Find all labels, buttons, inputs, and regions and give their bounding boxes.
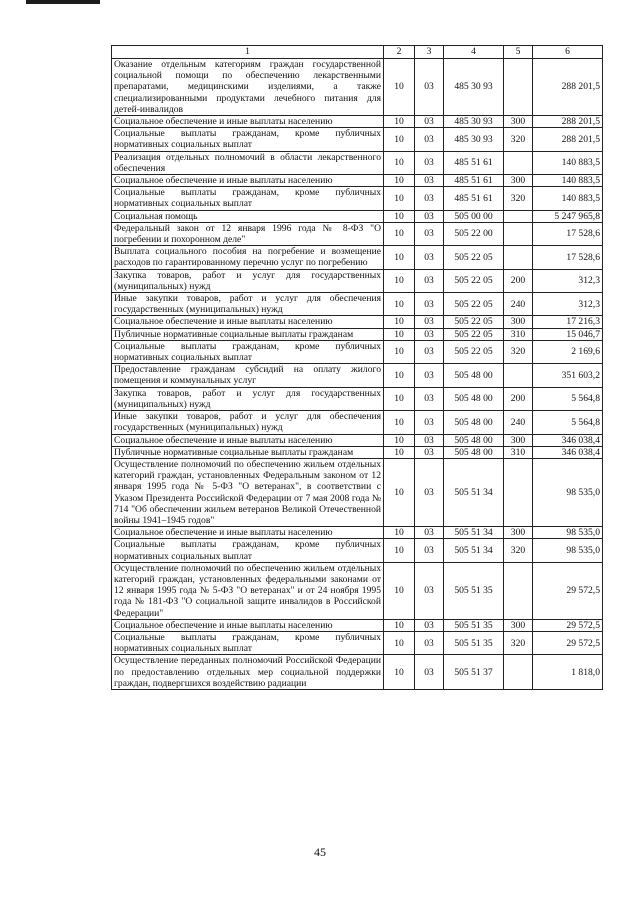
row-subsection: 03 [415,328,444,340]
row-target-code: 505 51 34 [444,458,504,526]
row-target-code: 505 51 37 [444,655,504,690]
row-subsection: 03 [415,619,444,631]
row-expense-type [504,59,533,116]
row-subsection: 03 [415,458,444,526]
row-section: 10 [384,175,415,187]
table-row [112,116,603,128]
row-expense-type [504,246,533,269]
table-row [112,269,603,292]
row-expense-type [504,210,533,222]
page-number: 45 [314,845,326,859]
row-target-code: 485 30 93 [444,116,504,128]
row-section: 10 [384,316,415,328]
row-name: Реализация отдельных полномочий в области лекарственного обеспечения [112,151,384,174]
row-expense-type: 320 [504,631,533,654]
row-section: 10 [384,387,415,410]
row-name: Социальные выплаты гражданам, кроме публичных нормативных социальных выплат [112,631,384,654]
row-section: 10 [384,128,415,151]
row-section: 10 [384,619,415,631]
row-amount: 288 201,5 [533,128,603,151]
row-subsection: 03 [415,175,444,187]
row-name: Закупка товаров, работ и услуг для государственных (муниципальных) нужд [112,269,384,292]
row-name: Федеральный закон от 12 января 1996 года № 8-ФЗ "О погребении и похоронном деле" [112,222,384,245]
row-target-code: 505 51 34 [444,539,504,562]
row-target-code: 505 51 35 [444,619,504,631]
row-expense-type: 200 [504,269,533,292]
row-target-code: 505 51 35 [444,631,504,654]
table-row [112,59,603,116]
row-section: 10 [384,411,415,434]
row-name: Предоставление гражданам субсидий на оплату жилого помещения и коммунальных услуг [112,364,384,387]
row-expense-type [504,655,533,690]
table-row [112,434,603,446]
row-subsection: 03 [415,269,444,292]
row-name: Социальные выплаты гражданам, кроме публичных нормативных социальных выплат [112,187,384,210]
row-amount: 5 247 965,8 [533,210,603,222]
row-subsection: 03 [415,222,444,245]
row-amount: 351 603,2 [533,364,603,387]
row-expense-type: 300 [504,316,533,328]
row-section: 10 [384,527,415,539]
table-row [112,411,603,434]
row-target-code: 505 22 05 [444,340,504,363]
table-row [112,128,603,151]
row-expense-type: 310 [504,328,533,340]
row-name: Социальные выплаты гражданам, кроме публичных нормативных социальных выплат [112,539,384,562]
row-section: 10 [384,293,415,316]
row-expense-type [504,364,533,387]
header-col-5: 5 [504,46,533,59]
row-subsection: 03 [415,387,444,410]
row-name: Иные закупки товаров, работ и услуг для обеспечения государственных (муниципальных) нужд [112,411,384,434]
row-expense-type: 320 [504,187,533,210]
row-amount: 17 528,6 [533,222,603,245]
table-header-row [112,46,603,59]
top-scan-rule [26,0,100,4]
row-amount: 29 572,5 [533,562,603,619]
table-row [112,539,603,562]
table-row [112,562,603,619]
row-section: 10 [384,222,415,245]
row-name: Публичные нормативные социальные выплаты гражданам [112,446,384,458]
row-target-code: 485 51 61 [444,151,504,174]
table-row [112,293,603,316]
row-amount: 312,3 [533,293,603,316]
row-section: 10 [384,655,415,690]
row-amount: 288 201,5 [533,59,603,116]
table-row [112,631,603,654]
header-col-3: 3 [415,46,444,59]
row-subsection: 03 [415,316,444,328]
row-expense-type: 320 [504,340,533,363]
table-row [112,328,603,340]
row-amount: 5 564,8 [533,387,603,410]
row-subsection: 03 [415,655,444,690]
row-subsection: 03 [415,293,444,316]
table-row [112,246,603,269]
header-col-4: 4 [444,46,504,59]
row-name: Выплата социального пособия на погребение и возмещение расходов по гарантированному перечню услуг по погребению [112,246,384,269]
row-expense-type [504,562,533,619]
table-row [112,446,603,458]
row-name: Социальное обеспечение и иные выплаты населению [112,527,384,539]
row-amount: 288 201,5 [533,116,603,128]
row-section: 10 [384,328,415,340]
row-amount: 140 883,5 [533,151,603,174]
row-subsection: 03 [415,128,444,151]
row-subsection: 03 [415,527,444,539]
row-section: 10 [384,340,415,363]
table-row [112,340,603,363]
row-target-code: 505 22 05 [444,328,504,340]
row-name: Социальное обеспечение и иные выплаты населению [112,316,384,328]
table-row [112,316,603,328]
row-subsection: 03 [415,631,444,654]
row-name: Социальные выплаты гражданам, кроме публичных нормативных социальных выплат [112,128,384,151]
row-subsection: 03 [415,116,444,128]
row-subsection: 03 [415,364,444,387]
row-name: Иные закупки товаров, работ и услуг для обеспечения государственных (муниципальных) нужд [112,293,384,316]
row-name: Социальная помощь [112,210,384,222]
table-row [112,619,603,631]
row-expense-type: 300 [504,434,533,446]
row-amount: 312,3 [533,269,603,292]
row-expense-type [504,151,533,174]
table-row [112,210,603,222]
row-amount: 17 528,6 [533,246,603,269]
row-name: Социальные выплаты гражданам, кроме публичных нормативных социальных выплат [112,340,384,363]
row-section: 10 [384,151,415,174]
header-col-6: 6 [533,46,603,59]
row-subsection: 03 [415,446,444,458]
row-target-code: 505 48 00 [444,434,504,446]
row-subsection: 03 [415,59,444,116]
row-amount: 98 535,0 [533,539,603,562]
table-row [112,222,603,245]
row-target-code: 485 30 93 [444,128,504,151]
row-amount: 140 883,5 [533,175,603,187]
row-target-code: 505 00 00 [444,210,504,222]
table-row [112,527,603,539]
row-amount: 346 038,4 [533,446,603,458]
row-subsection: 03 [415,562,444,619]
row-target-code: 485 30 93 [444,59,504,116]
row-subsection: 03 [415,151,444,174]
row-amount: 29 572,5 [533,631,603,654]
header-col-2: 2 [384,46,415,59]
row-target-code: 485 51 61 [444,175,504,187]
table-row [112,187,603,210]
table-row [112,387,603,410]
row-amount: 2 169,6 [533,340,603,363]
row-section: 10 [384,446,415,458]
table-row [112,175,603,187]
row-name: Социальное обеспечение и иные выплаты населению [112,619,384,631]
row-target-code: 505 22 05 [444,269,504,292]
table-row [112,364,603,387]
table-row [112,458,603,526]
table-body [112,59,603,690]
row-section: 10 [384,187,415,210]
row-name: Осуществление переданных полномочий Российской Федерации по предоставлению отдельных мер социальной поддержки граждан, подвергшихся воздействию радиации [112,655,384,690]
row-expense-type: 240 [504,293,533,316]
budget-table [111,45,603,690]
row-target-code: 505 22 05 [444,293,504,316]
row-section: 10 [384,631,415,654]
row-amount: 346 038,4 [533,434,603,446]
header-col-1: 1 [112,46,384,59]
table-row [112,655,603,690]
row-expense-type: 240 [504,411,533,434]
row-subsection: 03 [415,246,444,269]
row-subsection: 03 [415,340,444,363]
row-subsection: 03 [415,210,444,222]
table-row [112,151,603,174]
row-amount: 15 046,7 [533,328,603,340]
row-name: Социальное обеспечение и иные выплаты населению [112,175,384,187]
row-section: 10 [384,269,415,292]
row-amount: 5 564,8 [533,411,603,434]
row-expense-type [504,458,533,526]
row-target-code: 505 22 05 [444,316,504,328]
row-target-code: 485 51 61 [444,187,504,210]
row-name: Закупка товаров, работ и услуг для государственных (муниципальных) нужд [112,387,384,410]
row-name: Социальное обеспечение и иные выплаты населению [112,434,384,446]
row-subsection: 03 [415,539,444,562]
row-section: 10 [384,539,415,562]
row-section: 10 [384,246,415,269]
row-target-code: 505 22 00 [444,222,504,245]
row-expense-type: 300 [504,527,533,539]
row-target-code: 505 51 35 [444,562,504,619]
row-amount: 17 216,3 [533,316,603,328]
row-section: 10 [384,210,415,222]
row-section: 10 [384,116,415,128]
row-expense-type: 300 [504,175,533,187]
row-expense-type: 310 [504,446,533,458]
row-expense-type: 320 [504,128,533,151]
row-amount: 98 535,0 [533,527,603,539]
row-target-code: 505 51 34 [444,527,504,539]
row-amount: 29 572,5 [533,619,603,631]
row-name: Публичные нормативные социальные выплаты гражданам [112,328,384,340]
row-section: 10 [384,458,415,526]
row-name: Осуществление полномочий по обеспечению жильем отдельных категорий граждан, установленных Федеральным законом от 12 января 1995 года № 5-ФЗ "О ветеранах", в соответствии с Указом Президента Российской Федерации от 7 мая 2008 года № 714 "Об обеспечении жильем ветеранов Великой Отечественной войны 1941–1945 годов" [112,458,384,526]
row-amount: 140 883,5 [533,187,603,210]
row-subsection: 03 [415,187,444,210]
row-expense-type: 320 [504,539,533,562]
row-subsection: 03 [415,434,444,446]
row-target-code: 505 22 05 [444,246,504,269]
row-section: 10 [384,364,415,387]
row-target-code: 505 48 00 [444,364,504,387]
row-target-code: 505 48 00 [444,411,504,434]
row-expense-type: 200 [504,387,533,410]
row-subsection: 03 [415,411,444,434]
row-name: Осуществление полномочий по обеспечению жильем отдельных категорий граждан, установленных федеральными законами от 12 января 1995 года № 5-ФЗ "О ветеранах" и от 24 ноября 1995 года № 181-ФЗ "О социальной защите инвалидов в Российской Федерации" [112,562,384,619]
row-section: 10 [384,562,415,619]
row-amount: 98 535,0 [533,458,603,526]
row-amount: 1 818,0 [533,655,603,690]
row-expense-type: 300 [504,619,533,631]
row-expense-type [504,222,533,245]
row-target-code: 505 48 00 [444,446,504,458]
row-expense-type: 300 [504,116,533,128]
row-name: Оказание отдельным категориям граждан государственной социальной помощи по обеспечению лекарственными препаратами, медицинскими изделиями, а также специализированными продуктами лечебного питания для детей-инвалидов [112,59,384,116]
row-target-code: 505 48 00 [444,387,504,410]
row-section: 10 [384,59,415,116]
row-section: 10 [384,434,415,446]
row-name: Социальное обеспечение и иные выплаты населению [112,116,384,128]
